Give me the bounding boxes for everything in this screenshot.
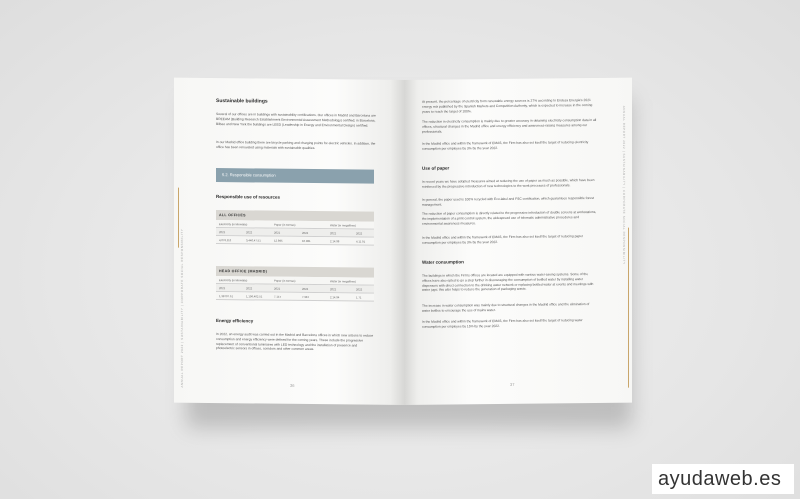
right-sidebar-text: ANNUAL REPORT 2022 | SUSTAINABILITY | CORPORATE SOCIAL RESPONSIBILITY bbox=[622, 105, 626, 265]
table-value-cell: 7.98 t bbox=[302, 294, 309, 300]
paragraph-buildings-1: Several of our offices are in buildings with sustainability certifications. Our offices in Madrid and Barcelona are BREEAM (Building Research Establishment Environmental Assessment Methodology) certified; in Barcelona, Bilbao and New York the buildings are LEED (Leadership in Energy and Environmental Design) certified. bbox=[216, 112, 376, 128]
paragraph-paper-1: In recent years we have adopted measures aimed at reducing the use of paper as much as possible, which have been reinforced by the progressive introduction of new technologies to the work processes of professionals. bbox=[422, 178, 595, 189]
right-page bbox=[404, 78, 632, 405]
paragraph-water-2: The increase in water consumption was mainly due to structural changes in the Madrid office and the elimination of water bottles to encourage the use of mains water. bbox=[422, 302, 590, 313]
table-header-cell: Water (in megalitres) bbox=[330, 279, 356, 284]
heading-energy-efficiency: Energy efficiency bbox=[216, 318, 254, 324]
table-year-cell: 2021 bbox=[330, 231, 337, 236]
table-value-cell: 2.14.94 bbox=[330, 295, 340, 300]
table-year-cell: 2022 bbox=[302, 286, 309, 291]
paragraph-buildings-2: In our Madrid office building there are bicycle parking and charging points for electric vehicles. In addition, the office has been renovated using materials with sustainable qualities. bbox=[216, 140, 376, 150]
table-header-cell: Electricity (in kilowatts) bbox=[219, 278, 248, 283]
table-row bbox=[216, 292, 374, 302]
paragraph-paper-3: The reduction of paper consumption is directly related to the progressive introduction of double screens at workstations, the implementation of a print control system, the widespread use of telematic administrative procedures and environmental awareness measures. bbox=[422, 209, 597, 226]
paragraph-intro-1: At present, the percentage of electricity from renewable energy sources is 27% according to Endesa Energia's 2021 energy mix published by the Spanish Markets and Competition Authority, which is expected to increase in the coming years to reach the target of 100%. bbox=[422, 98, 593, 114]
heading-sustainable-buildings: Sustainable buildings bbox=[216, 98, 268, 105]
table-year-cell: 2022 bbox=[246, 230, 253, 235]
left-page bbox=[174, 78, 404, 405]
watermark-text: ayudaweb.es bbox=[658, 468, 782, 490]
table-value-cell: 4.11.91 bbox=[356, 239, 366, 244]
table-head-office-title: HEAD OFFICE (MADRID) bbox=[219, 269, 268, 274]
paragraph-energy: In 2022, an energy audit was carried out in the Madrid and Barcelona offices in which new actions to reduce consumption and energy efficiency were defined for the coming years. These include the progressive replacement of conventional luminaires with LED technology and the installation of presence and photoelectric sensors in offices, corridors and other common areas. bbox=[216, 332, 374, 352]
table-header-cell: Water (in megalitres) bbox=[330, 223, 356, 228]
table-year-cell: 2021 bbox=[219, 230, 226, 235]
right-accent-line bbox=[628, 228, 629, 388]
table-row bbox=[216, 236, 374, 246]
table-value-cell: 1,38797.51 bbox=[219, 294, 233, 299]
table-header-cell: Paper (in tonnes) bbox=[274, 278, 296, 283]
table-year-cell: 2021 bbox=[330, 287, 337, 292]
left-sidebar-text: ANNUAL REPORT 2022 | SUSTAINABILITY | CORPORATE SOCIAL RESPONSIBILITY bbox=[180, 228, 184, 388]
table-value-cell: 1.71 bbox=[356, 295, 362, 300]
table-year-cell: 2022 bbox=[302, 230, 309, 235]
page-number-right: 37 bbox=[510, 381, 515, 387]
watermark-logo bbox=[652, 464, 794, 494]
table-value-cell: 10.981 bbox=[302, 238, 311, 244]
table-value-cell: 2.14.98 bbox=[330, 239, 340, 244]
table-year-cell: 2022 bbox=[356, 231, 363, 236]
paragraph-intro-2: The reduction in electricity consumption is mainly due to greater accuracy in obtaining electricity consumption data in all offices, structural changes in the Madrid office and energy efficiency and awareness-raising measures among our professionals. bbox=[422, 117, 597, 134]
table-year-cell: 2021 bbox=[274, 286, 281, 291]
table-all-offices bbox=[216, 210, 374, 246]
table-year-cell: 2022 bbox=[356, 287, 363, 292]
table-value-cell: 12.895 bbox=[274, 238, 283, 243]
paragraph-intro-3: In the Madrid office and within the framework of EMAS, the Firm has also set itself the target of reducing electricity consumption per employee by 3% by the year 2022. bbox=[422, 140, 589, 151]
heading-use-of-paper: Use of paper bbox=[422, 165, 450, 171]
table-year-cell: 2021 bbox=[274, 230, 281, 235]
table-head-office bbox=[216, 266, 374, 302]
section-band-label: 5.2. Responsible consumption bbox=[222, 172, 276, 178]
paragraph-water-3: In the Madrid office and within the framework of EMAS, the Firm has also set itself the target of reducing water consumption per employee by 15% by the year 2022. bbox=[422, 318, 583, 329]
table-value-cell: 7.14 t bbox=[274, 294, 281, 299]
paragraph-paper-4: In the Madrid office and within the framework of EMAS, the Firm has also set itself the target of reducing paper consumption per employee by 3% by the year 2022. bbox=[422, 234, 584, 245]
table-year-cell: 2022 bbox=[246, 286, 253, 291]
table-header-cell: Electricity (in kilowatts) bbox=[219, 222, 248, 227]
heading-water-consumption: Water consumption bbox=[422, 259, 464, 265]
section-band bbox=[216, 168, 374, 184]
table-year-cell: 2021 bbox=[219, 286, 226, 291]
table-header-cell: Paper (in tonnes) bbox=[274, 222, 296, 227]
heading-responsible-use: Responsible use of resources bbox=[216, 194, 281, 200]
paragraph-water-1: The buildings in which the Firm's offices are located are equipped with various water-saving systems. Some of the offices have also opted to go a step further in discouraging the consumption of bottled water by installing water dispensers with direct connection to the drinking water network or replacing bottled water at events and meetings with water jugs; this also helps to reduce the generation of packaging waste. bbox=[422, 272, 594, 293]
table-value-cell: 1,196,402.51 bbox=[246, 294, 263, 299]
table-value-cell: 4,076,112 bbox=[219, 238, 232, 243]
paragraph-paper-2: In general, the paper used is 100% recycled with Eco-label and FSC certification, which guarantees responsible forest management. bbox=[422, 196, 594, 207]
page-number-left: 36 bbox=[290, 382, 295, 388]
left-accent-line bbox=[178, 188, 179, 248]
table-all-offices-title: ALL OFFICES bbox=[219, 213, 246, 218]
table-value-cell: 3,440,47.51 bbox=[246, 238, 261, 243]
